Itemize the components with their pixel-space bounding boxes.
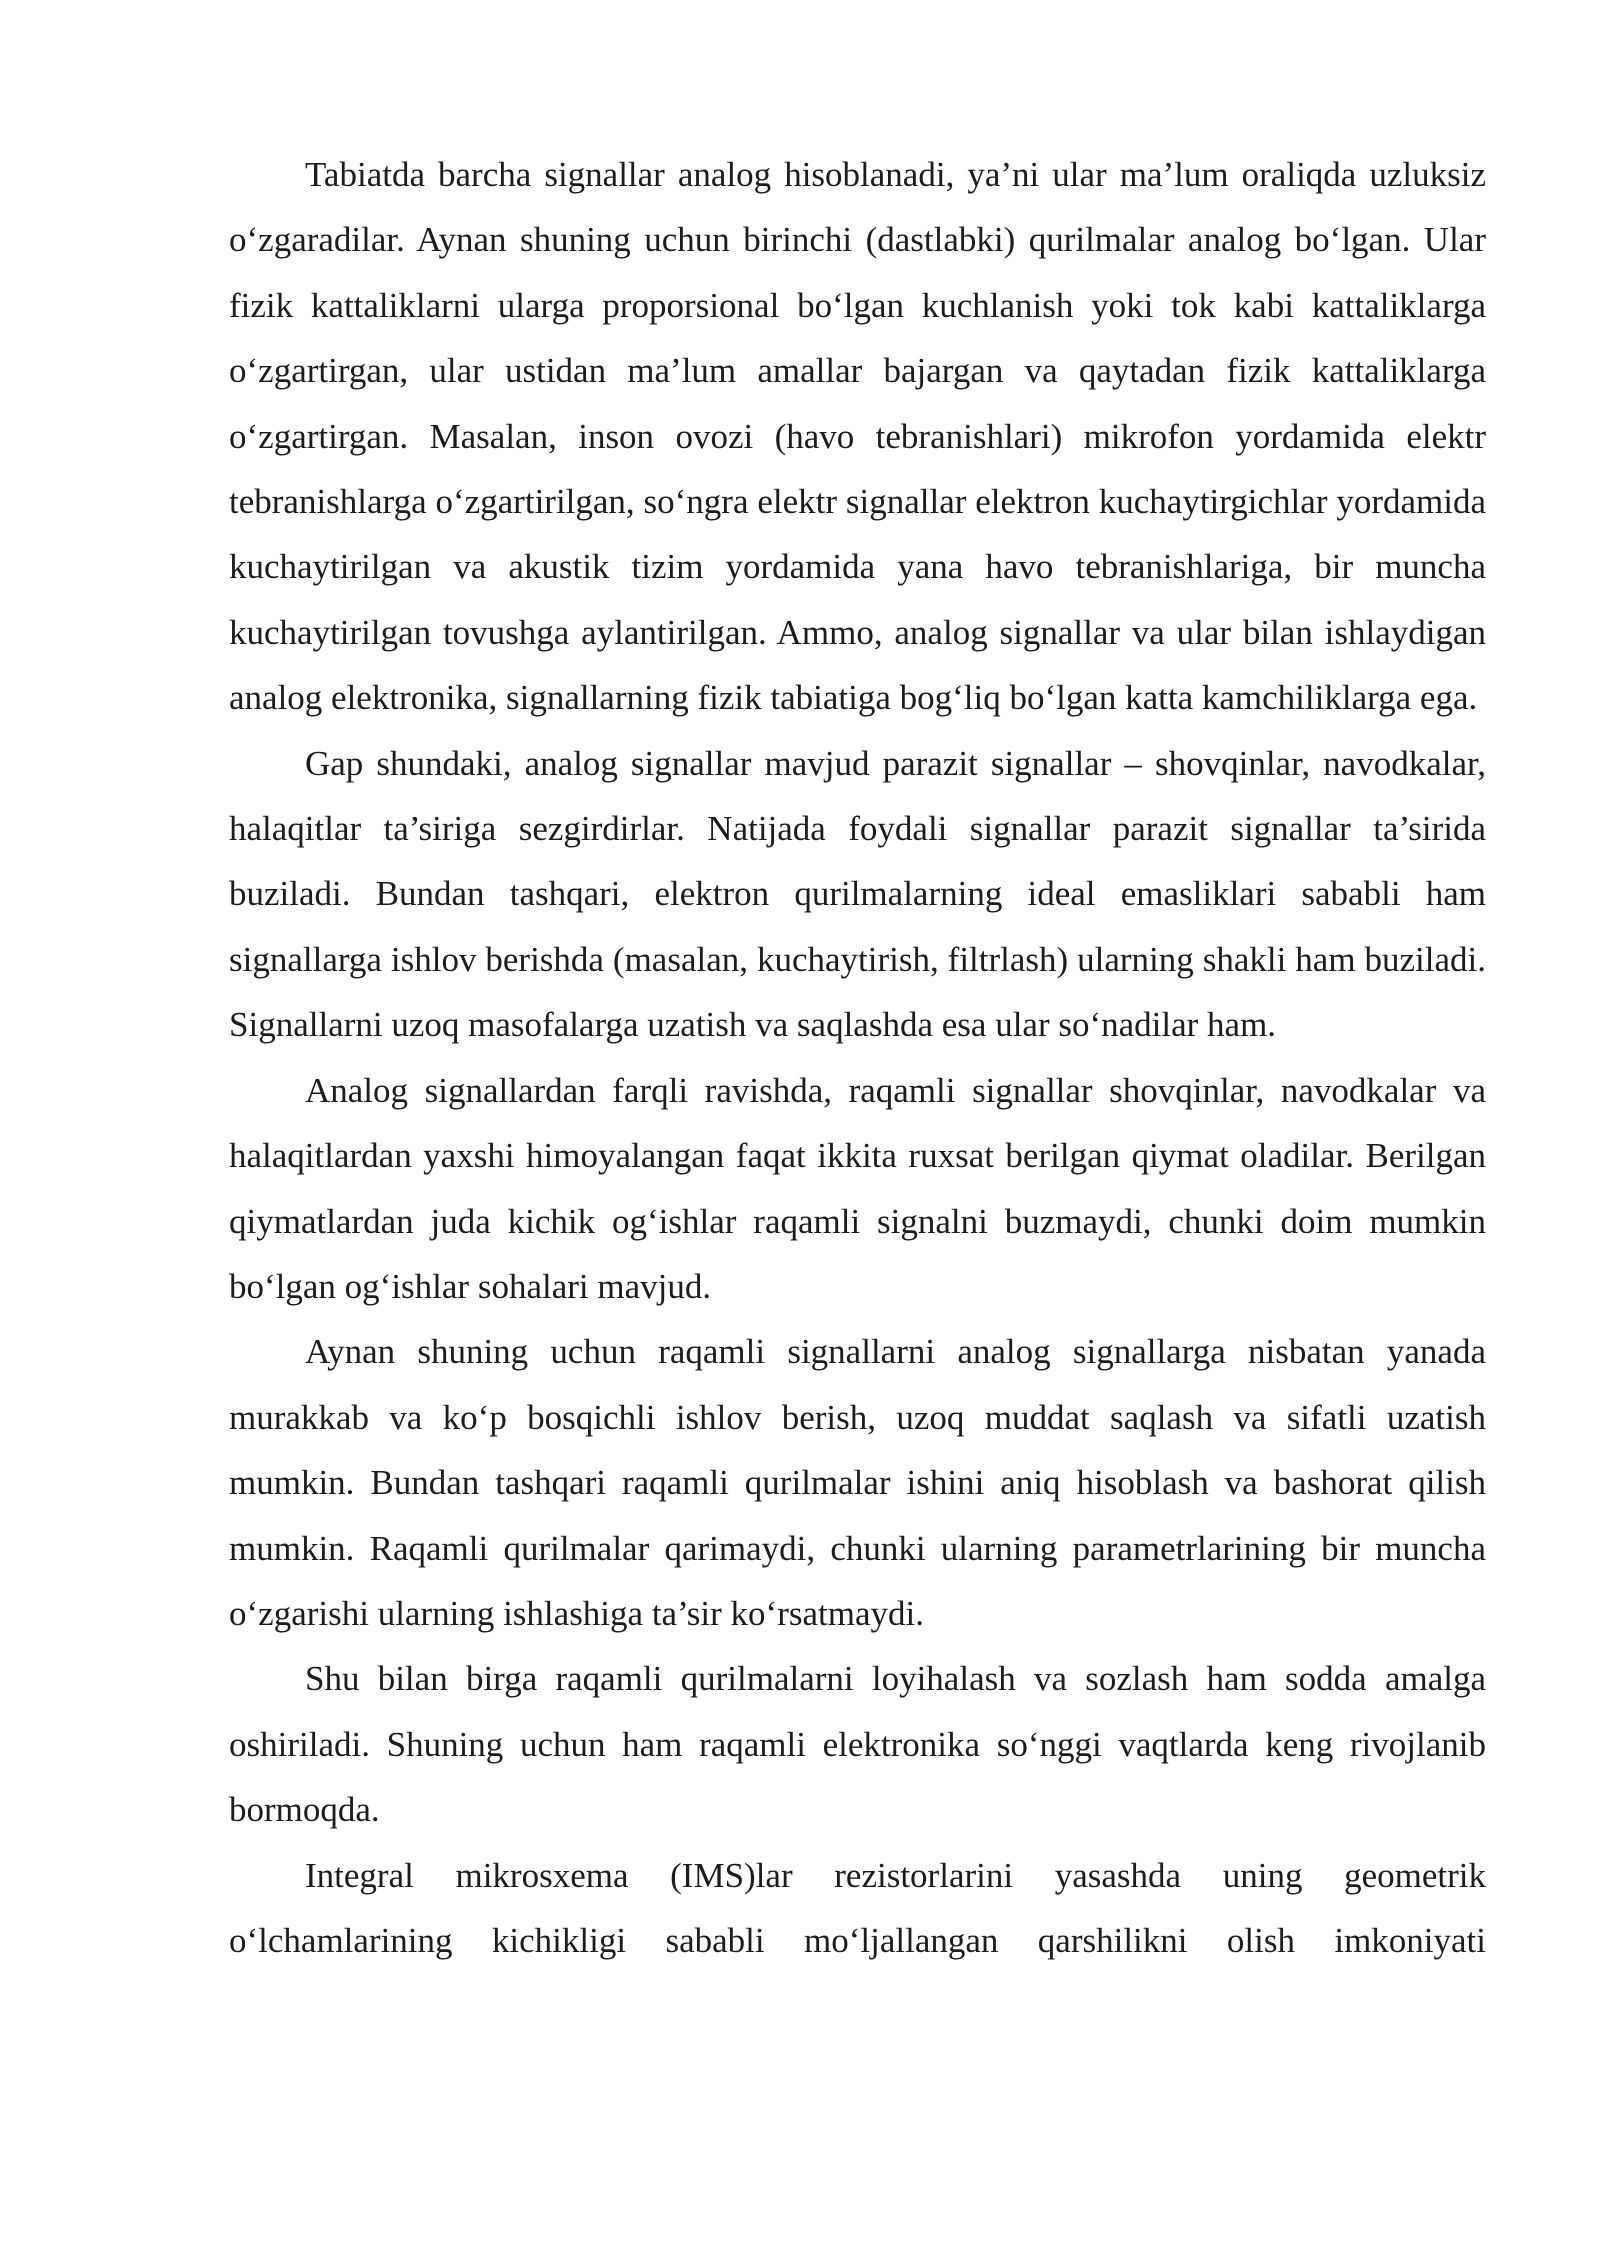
paragraph-ims-resistors: Integral mikrosxema (IMS)lar rezistorlarini yasashda uning geometrik o‘lchamlarining kichikligi sababli mo‘ljallangan qarshilikni olish imkoniyati xyxy=(229,1855,1486,1960)
paragraph-digital-signals-advantages: Analog signallardan farqli ravishda, raqamli signallar shovqinlar, navodkalar va halaqitlardan yaxshi himoyalangan faqat ikkita ruxsat berilgan qiymat oladilar. Berilgan qiymatlardan juda kichik og‘ishlar raqamli signalni buzmaydi, chunki doim mumkin bo‘lgan og‘ishlar sohalari mavjud. xyxy=(229,1070,1486,1306)
paragraph-digital-processing: Aynan shuning uchun raqamli signallarni analog signallarga nisbatan yanada murakkab va ko‘p bosqichli ishlov berish, uzoq muddat saqlash va sifatli uzatish mumkin. Bundan tashqari raqamli qurilmalar ishini aniq hisoblash va bashorat qilish mumkin. Raqamli qurilmalar qarimaydi, chunki ularning parametrlarining bir muncha o‘zgarishi ularning ishlashiga ta’sir ko‘rsatmaydi. xyxy=(229,1332,1486,1633)
document-body xyxy=(229,142,1486,1973)
paragraph-digital-design: Shu bilan birga raqamli qurilmalarni loyihalash va sozlash ham sodda amalga oshiriladi. Shuning uchun ham raqamli elektronika so‘nggi vaqtlarda keng rivojlanib bormoqda. xyxy=(229,1659,1486,1830)
paragraph-analog-signals-intro: Tabiatda barcha signallar analog hisoblanadi, ya’ni ular ma’lum oraliqda uzluksiz o‘zgaradilar. Aynan shuning uchun birinchi (dastlabki) qurilmalar analog bo‘lgan. Ular fizik kattaliklarni ularga proporsional bo‘lgan kuchlanish yoki tok kabi kattaliklarga o‘zgartirgan, ular ustidan ma’lum amallar bajargan va qaytadan fizik kattaliklarga o‘zgartirgan. Masalan, inson ovozi (havo tebranishlari) mikrofon yordamida elektr tebranishlarga o‘zgartirilgan, so‘ngra elektr signallar elektron kuchaytirgichlar yordamida kuchaytirilgan va akustik tizim yordamida yana havo tebranishlariga, bir muncha kuchaytirilgan tovushga aylantirilgan. Ammo, analog signallar va ular bilan ishlaydigan analog elektronika, signallarning fizik tabiatiga bog‘liq bo‘lgan katta kamchiliklarga ega. xyxy=(229,155,1486,718)
paragraph-analog-noise-sensitivity: Gap shundaki, analog signallar mavjud parazit signallar – shovqinlar, navodkalar, halaqitlar ta’siriga sezgirdirlar. Natijada foydali signallar parazit signallar ta’sirida buziladi. Bundan tashqari, elektron qurilmalarning ideal emasliklari sababli ham signallarga ishlov berishda (masalan, kuchaytirish, filtrlash) ularning shakli ham buziladi. Signallarni uzoq masofalarga uzatish va saqlashda esa ular so‘nadilar ham. xyxy=(229,743,1486,1045)
